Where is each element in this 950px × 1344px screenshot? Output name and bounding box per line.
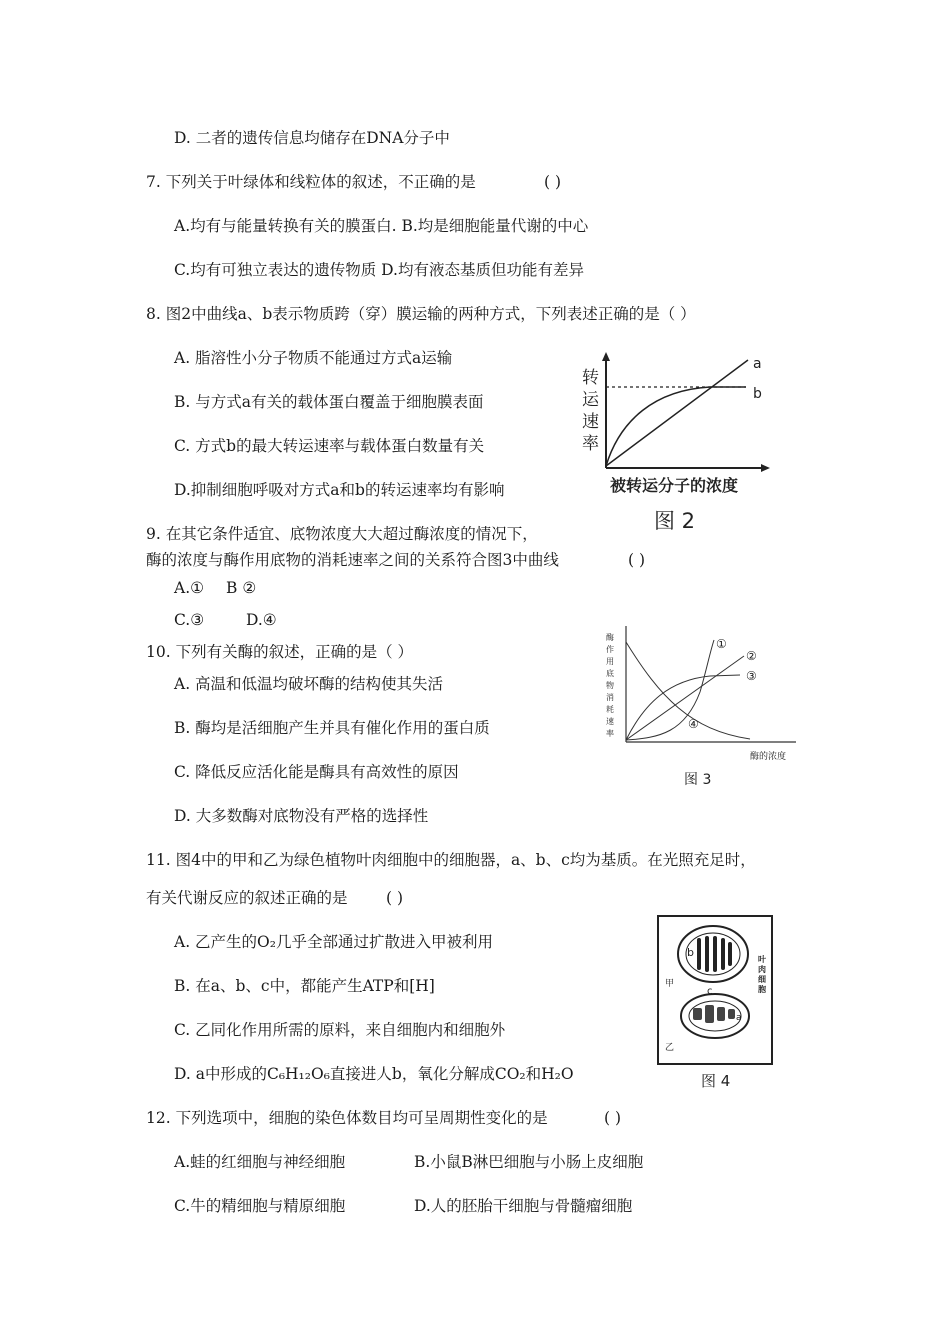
figure-4-leaf-cell-diagram — [655, 912, 780, 1092]
fig4-label-b: b — [687, 946, 694, 959]
q9-stem-line2: 酶的浓度与酶作用底物的消耗速率之间的关系符合图3中曲线 — [146, 551, 559, 569]
q9-option-d: D.④ — [246, 611, 277, 629]
q7-options-cd: C.均有可独立表达的遗传物质 D.均有液态基质但功能有差异 — [174, 261, 584, 279]
q10-stem: 10. 下列有关酶的叙述，正确的是（ ） — [146, 643, 414, 661]
fig3-ylabel-char: 耗 — [606, 705, 614, 714]
fig2-ylabel-char: 率 — [582, 434, 599, 454]
q10-option-b: B. 酶均是活细胞产生并具有催化作用的蛋白质 — [174, 719, 490, 737]
q8-option-c: C. 方式b的最大转运速率与载体蛋白数量有关 — [174, 437, 485, 455]
q7-options-ab: A.均有与能量转换有关的膜蛋白. B.均是细胞能量代谢的中心 — [174, 217, 589, 235]
q12-option-a: A.蛙的红细胞与神经细胞 — [174, 1153, 346, 1171]
q10-option-a: A. 高温和低温均破坏酶的结构使其失活 — [174, 675, 444, 693]
figure-3-enzyme-graph — [600, 622, 810, 792]
fig4-label-c: c — [707, 986, 713, 997]
q12-option-c: C.牛的精细胞与精原细胞 — [174, 1197, 346, 1215]
q8-option-a: A. 脂溶性小分子物质不能通过方式a运输 — [174, 349, 453, 367]
q9-option-a: A.① — [174, 579, 205, 597]
fig4-label-jia: 甲 — [665, 979, 675, 989]
fig3-ylabel-char: 酶 — [606, 633, 614, 642]
q10-option-d: D. 大多数酶对底物没有严格的选择性 — [174, 807, 429, 825]
q11-option-a: A. 乙产生的O₂几乎全部通过扩散进入甲被利用 — [174, 933, 493, 951]
fig4-caption: 图 4 — [701, 1072, 731, 1090]
q12-option-d: D.人的胚胎干细胞与骨髓瘤细胞 — [414, 1197, 633, 1215]
fig3-xlabel: 酶的浓度 — [750, 752, 787, 762]
fig3-ylabel-char: 底 — [606, 669, 614, 678]
fig4-side-label-char: 细 — [758, 975, 766, 984]
q11-option-b: B. 在a、b、c中，都能产生ATP和[H] — [174, 977, 435, 995]
fig4-side-label-char: 肉 — [758, 965, 766, 974]
q7-answer-paren: ( ) — [544, 173, 562, 191]
fig2-curve-b-label: b — [753, 386, 762, 402]
fig3-curve-2-label: ② — [746, 649, 757, 663]
q12-answer-paren: ( ) — [604, 1109, 622, 1127]
fig4-label-yi: 乙 — [665, 1043, 675, 1053]
fig2-xlabel: 被转运分子的浓度 — [610, 476, 739, 495]
q11-option-d: D. a中形成的C₆H₁₂O₆直接进人b，氧化分解成CO₂和H₂O — [174, 1065, 574, 1083]
fig4-side-label-char: 叶 — [758, 955, 766, 964]
q8-option-b: B. 与方式a有关的载体蛋白覆盖于细胞膜表面 — [174, 393, 484, 411]
q8-stem: 8. 图2中曲线a、b表示物质跨（穿）膜运输的两种方式，下列表述正确的是（ ） — [146, 305, 696, 323]
fig3-curve-3-label: ③ — [746, 669, 757, 683]
fig3-ylabel-char: 率 — [606, 729, 614, 738]
fig2-curve-a-label: a — [753, 356, 762, 372]
q9-answer-paren: ( ) — [628, 551, 646, 569]
q7-stem: 7. 下列关于叶绿体和线粒体的叙述，不正确的是 — [146, 173, 476, 191]
fig4-label-a: a — [736, 1013, 742, 1023]
fig3-caption: 图 3 — [684, 772, 712, 788]
figure-2-transport-graph — [570, 350, 780, 540]
fig3-ylabel-char: 物 — [606, 681, 614, 690]
fig3-curve-4-label: ④ — [688, 717, 699, 731]
q8-option-d: D.抑制细胞呼吸对方式a和b的转运速率均有影响 — [174, 481, 505, 499]
fig3-ylabel-char: 作 — [606, 645, 614, 654]
q11-stem-line1: 11. 图4中的甲和乙为绿色植物叶肉细胞中的细胞器，a、b、c均为基质。在光照充足时， — [146, 851, 756, 869]
q11-option-c: C. 乙同化作用所需的原料，来自细胞内和细胞外 — [174, 1021, 506, 1039]
q10-option-c: C. 降低反应活化能是酶具有高效性的原因 — [174, 763, 459, 781]
fig3-ylabel-char: 消 — [606, 693, 614, 702]
fig2-ylabel-char: 转 — [582, 368, 599, 388]
q9-stem-line1: 9. 在其它条件适宜、底物浓度大大超过酶浓度的情况下， — [146, 525, 538, 543]
q9-option-c: C.③ — [174, 611, 205, 629]
fig3-curve-1-label: ① — [716, 637, 727, 651]
fig2-ylabel-char: 速 — [582, 412, 599, 432]
q11-stem-line2: 有关代谢反应的叙述正确的是 — [146, 889, 348, 907]
fig3-ylabel-char: 速 — [606, 717, 614, 726]
q12-option-b: B.小鼠B淋巴细胞与小肠上皮细胞 — [414, 1153, 644, 1171]
fig2-caption: 图 2 — [654, 509, 696, 533]
q9-option-b: B ② — [226, 579, 257, 597]
fig3-ylabel-char: 用 — [606, 657, 614, 666]
fig2-ylabel-char: 运 — [582, 390, 599, 410]
q12-stem: 12. 下列选项中，细胞的染色体数目均可呈周期性变化的是 — [146, 1109, 548, 1127]
q11-answer-paren: ( ) — [386, 889, 404, 907]
q6-option-d: D. 二者的遗传信息均储存在DNA分子中 — [174, 129, 450, 147]
fig4-side-label-char: 胞 — [758, 985, 766, 994]
